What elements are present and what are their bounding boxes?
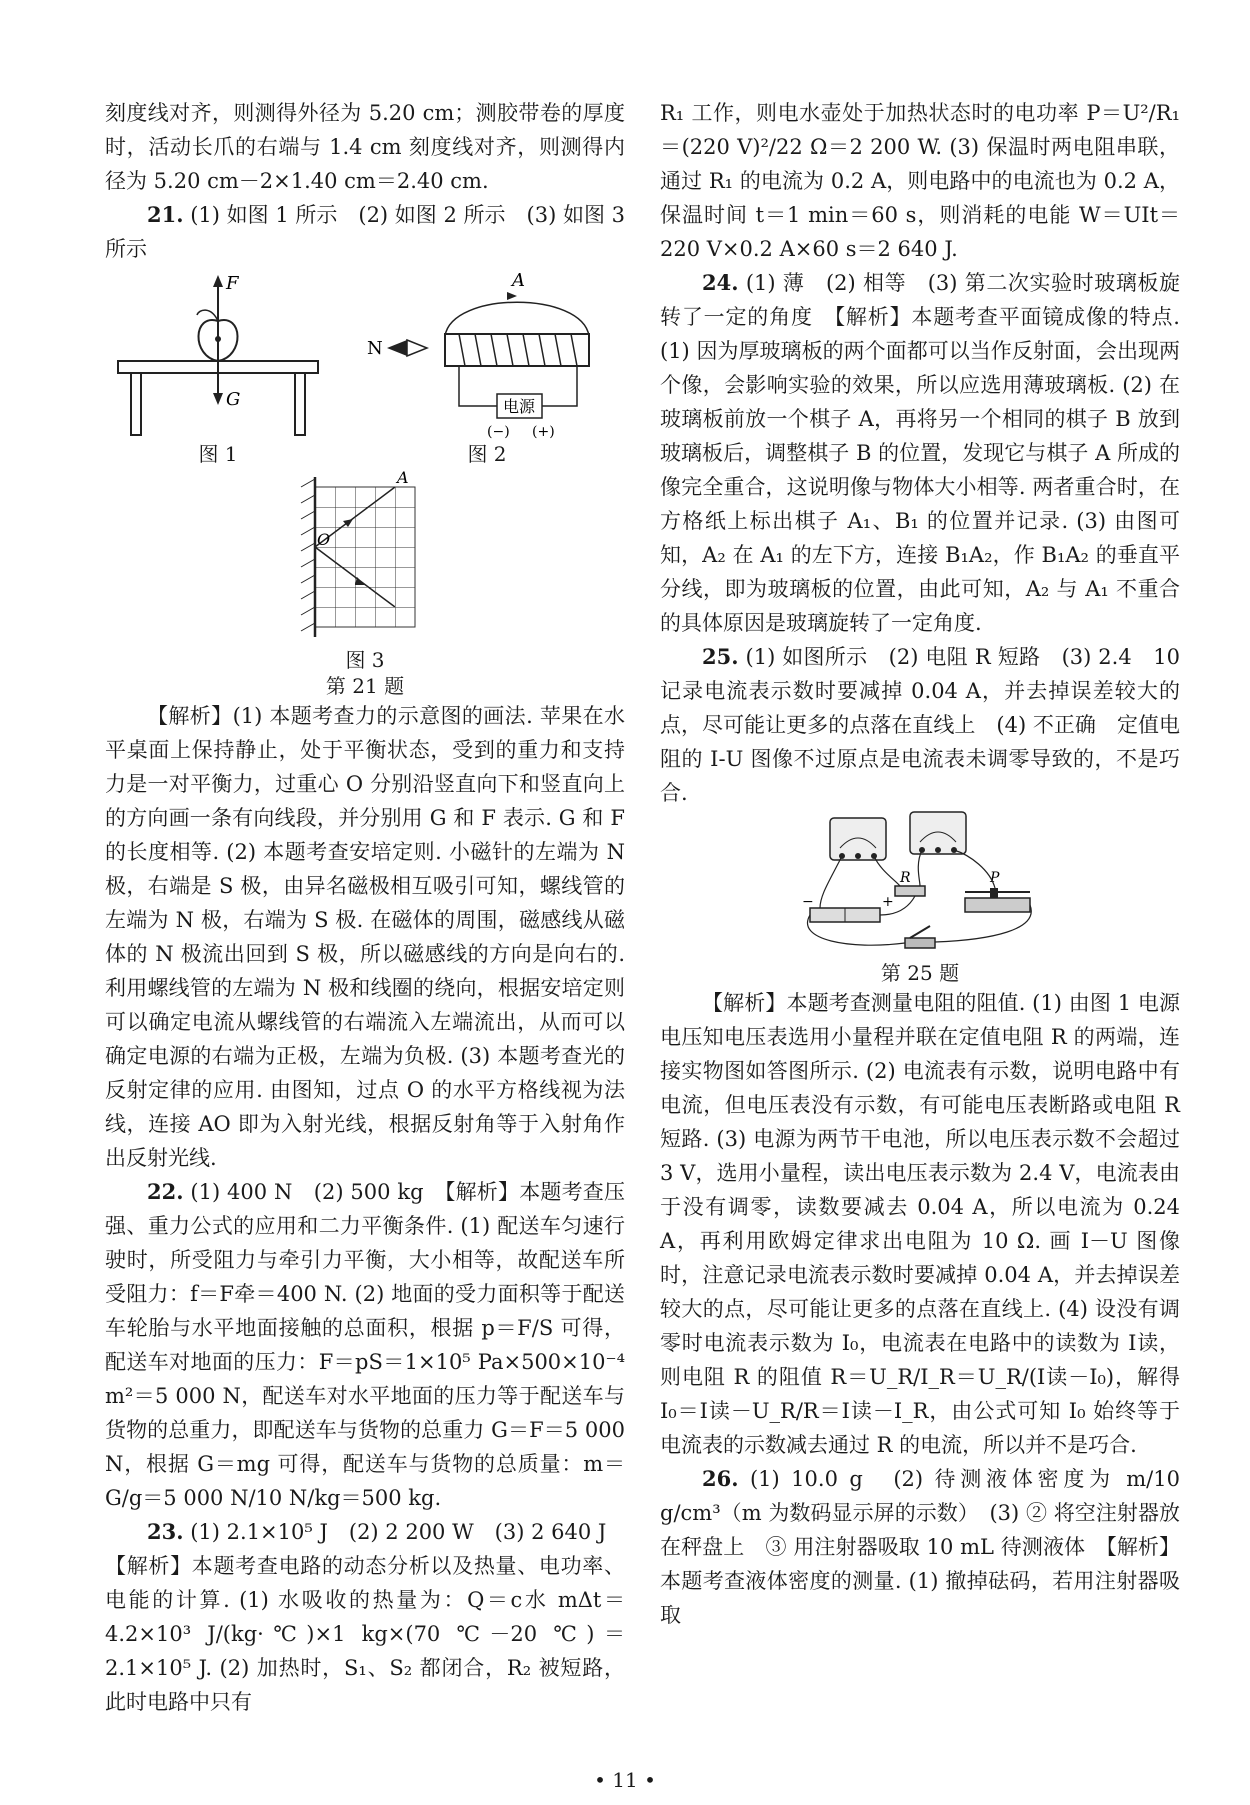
figure-2: [357, 266, 617, 467]
figure-3-caption: 图 3: [345, 648, 385, 672]
figure-row-21: [105, 266, 625, 467]
question-21-text: (1) 如图 1 所示 (2) 如图 2 所示 (3) 如图 3 所示: [105, 203, 625, 261]
question-21-analysis: 【解析】(1) 本题考查力的示意图的画法. 苹果在水平桌面上保持静止，处于平衡状态，受到的重力和支持力是一对平衡力，过重心 O 分别沿竖直向下和竖直向上的方向画一条有向线段，并分别用 G 和 F 表示. G 和 F 的长度相等. (2) 本题考查安培定则. 小磁针的左端为 N 极，右端是 S 极，由异名磁极相互吸引可知，螺线管的左端为 N 极，右端为 S 极. 在磁体的周围，磁感线从磁体的 N 极流出回到 S 极，所以磁感线的方向是向右的. 利用螺线管的左端为 N 极和线圈的绕向，根据安培定则可以确定电流从螺线管的右端流入左端流出，从而可以确定电源的右端为正极，左端为负极. (3) 本题考查光的反射定律的应用. 由图知，过点 O 的水平方格线视为法线，连接 AO 即为入射光线，根据反射角等于入射角作出反射光线.: [105, 704, 625, 1170]
paragraph-caliper: 刻度线对齐，则测得外径为 5.20 cm；测胶带卷的厚度时，活动长爪的右端与 1.4 cm 刻度线对齐，则测得内径为 5.20 cm－2×1.40 cm＝2.40 cm.: [105, 101, 625, 193]
field-line-A-label: A: [512, 270, 525, 291]
question-23: [105, 1515, 625, 1549]
question-24-number: 24.: [702, 270, 739, 295]
resistance-circuit-diagram: [790, 810, 1050, 960]
point-A-label: A: [397, 468, 409, 487]
power-source-label: 电源: [502, 397, 536, 416]
resistor-R-label: R: [900, 870, 911, 886]
battery-minus-label: −: [802, 894, 814, 910]
page-number: • 11 •: [594, 1768, 656, 1792]
gravity-G-label: G: [226, 389, 241, 410]
question-26: [660, 1462, 1180, 1632]
question-24-text: (1) 薄 (2) 相等 (3) 第二次实验时玻璃板旋转了一定的角度 【解析】本题考查平面镜成像的特点. (1) 因为厚玻璃板的两个面都可以当作反射面，会出现两个像，会影响实验的效果，所以应选用薄玻璃板. (2) 在玻璃板前放一个棋子 A，再将另一个相同的棋子 B 放到玻璃板后，调整棋子 B 的位置，发现它与棋子 A 所成的像完全重合，这说明像与物体大小相等. 两者重合时，在方格纸上标出棋子 A₁、B₁ 的位置并记录. (3) 由图可知，A₂ 在 A₁ 的左下方，连接 B₁A₂，作 B₁A₂ 的垂直平分线，即为玻璃板的位置，由此可知，A₂ 与 A₁ 不重合的具体原因是玻璃旋转了一定角度.: [660, 271, 1180, 635]
left-column: [105, 96, 625, 1719]
question-22-number: 22.: [147, 1179, 184, 1204]
slider-P-label: P: [990, 870, 1000, 886]
figure-3: [105, 467, 625, 699]
question-21-number: 21.: [147, 202, 184, 227]
apple-on-table-diagram: [113, 271, 323, 441]
right-column: [660, 96, 1201, 1632]
figure-1-caption: 图 1: [198, 442, 238, 466]
compass-N-label: N: [367, 338, 383, 359]
point-O-label: O: [317, 530, 331, 549]
figure-2-caption: 图 2: [467, 442, 507, 466]
battery-plus-label: +: [882, 894, 894, 910]
reflection-grid-diagram: [295, 467, 435, 647]
positive-terminal-label: (+): [532, 424, 555, 440]
paragraph-power-calc: R₁ 工作，则电水壶处于加热状态时的电功率 P＝U²/R₁＝(220 V)²/22 Ω＝2 200 W. (3) 保温时两电阻串联，通过 R₁ 的电流为 0.2 A，则电路中的电流也为 0.2 A，保温时间 t＝1 min＝60 s，则消耗的电能 W＝UIt＝220 V×0.2 A×60 s＝2 640 J.: [660, 101, 1180, 261]
figure-1: [113, 271, 323, 467]
force-F-label: F: [226, 273, 239, 294]
question-22-text: (1) 400 N (2) 500 kg 【解析】本题考查压强、重力公式的应用和二力平衡条件. (1) 配送车匀速行驶时，所受阻力与牵引力平衡，大小相等，故配送车所受阻力：f＝F牵＝400 N. (2) 地面的受力面积等于配送车轮胎与水平地面接触的总面积，根据 p＝F/S 可得，配送车对地面的压力：F＝pS＝1×10⁵ Pa×500×10⁻⁴ m²＝5 000 N，配送车对水平地面的压力等于配送车与货物的总重力，即配送车与货物的总重力 G＝F＝5 000 N，根据 G＝mg 可得，配送车与货物的总质量：m＝G/g＝5 000 N/10 N/kg＝500 kg.: [105, 1180, 625, 1510]
negative-terminal-label: (−): [487, 424, 510, 440]
question-23-analysis: 【解析】本题考查电路的动态分析以及热量、电功率、电能的计算. (1) 水吸收的热量为：Q＝c水 mΔt＝4.2×10³ J/(kg·℃)×1 kg×(70 ℃－20 ℃)＝2.1×10⁵ J. (2) 加热时，S₁、S₂ 都闭合，R₂ 被短路，此时电路中只有: [105, 1554, 625, 1714]
question-25-number: 25.: [702, 644, 739, 669]
figure-21-caption: 第 21 题: [325, 674, 405, 698]
question-26-number: 26.: [702, 1466, 739, 1491]
question-24: [660, 266, 1180, 640]
question-25-analysis: 【解析】本题考查测量电阻的阻值. (1) 由图 1 电源电压知电压表选用小量程并联在定值电阻 R 的两端，连接实物图如答图所示. (2) 电流表有示数，说明电路中有电流，但电压表没有示数，有可能电压表断路或电阻 R 短路. (3) 电源为两节干电池，所以电压表示数不会超过 3 V，选用小量程，读出电压表示数为 2.4 V，电流表由于没有调零，读数要减去 0.04 A，所以电流为 0.24 A，再利用欧姆定律求出电阻为 10 Ω. 画 I－U 图像时，注意记录电流表示数时要减掉 0.04 A，并去掉误差较大的点，尽可能让更多的点落在直线上. (4) 设没有调零时电流表示数为 I₀，电流表在电路中的读数为 I读，则电阻 R 的阻值 R＝U_R/I_R＝U_R/(I读－I₀)，解得 I₀＝I读－U_R/R＝I读－I_R，由公式可知 I₀ 始终等于电流表的示数减去通过 R 的电流，所以并不是巧合.: [660, 991, 1180, 1457]
question-23-number: 23.: [147, 1519, 184, 1544]
solenoid-circuit-diagram: [357, 266, 617, 441]
question-23-text: (1) 2.1×10⁵ J (2) 2 200 W (3) 2 640 J: [190, 1520, 607, 1544]
question-25: [660, 640, 1201, 810]
figure-25-caption: 第 25 题: [880, 961, 960, 985]
question-21-answer: [105, 198, 625, 266]
question-22: [105, 1175, 625, 1515]
figure-25: [660, 810, 1180, 986]
question-25-text: (1) 如图所示 (2) 电阻 R 短路 (3) 2.4 10 记录电流表示数时要减掉 0.04 A，并去掉误差较大的点，尽可能让更多的点落在直线上 (4) 不正确 定值电阻的 I-U 图像不过原点是电流表未调零导致的，不是巧合.: [660, 645, 1201, 805]
question-26-text: (1) 10.0 g (2) 待测液体密度为 m/10 g/cm³（m 为数码显示屏的示数） (3) ② 将空注射器放在秤盘上 ③ 用注射器吸取 10 mL 待测液体 【解析】本题考查液体密度的测量. (1) 撤掉砝码，若用注射器吸取: [660, 1467, 1180, 1627]
